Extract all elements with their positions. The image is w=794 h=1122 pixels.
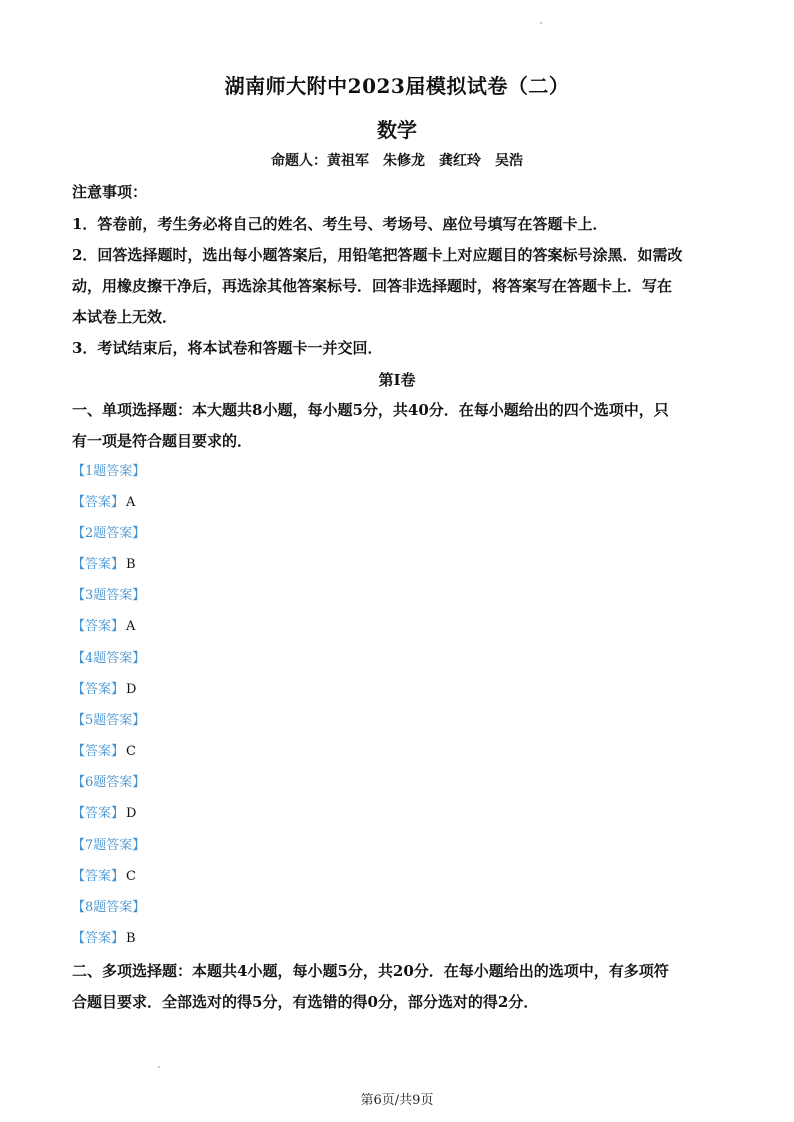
page-number: 第6页/共9页: [360, 1093, 434, 1108]
answer-value: C: [126, 744, 136, 759]
answer-value: B: [126, 931, 136, 946]
section-2-line-1: 二、多项选择题：本题共4小题，每小题5分，共20分．在每小题给出的选项中，有多项符: [72, 962, 669, 980]
scan-speck: [540, 22, 542, 24]
question-tag-1: 【1题答案】: [72, 464, 146, 479]
question-tag-4: 【4题答案】: [72, 651, 146, 666]
answer-row-7: [72, 868, 136, 886]
answer-value: A: [126, 495, 136, 510]
notes-item-3: 3．考试结束后，将本试卷和答题卡一并交回．: [72, 339, 383, 357]
answer-value: D: [126, 806, 137, 821]
answer-label: 【答案】: [72, 744, 125, 759]
notes-item-2-line-3: 本试卷上无效．: [72, 308, 178, 326]
notes-item-2-line-1: 2．回答选择题时，选出每小题答案后，用铅笔把答题卡上对应题目的答案标号涂黑．如需改: [72, 246, 683, 264]
notes-heading: 注意事项：: [72, 183, 148, 201]
answer-label: 【答案】: [72, 869, 125, 884]
question-tag-6: 【6题答案】: [72, 775, 146, 790]
answer-label: 【答案】: [72, 557, 125, 572]
answer-value: A: [126, 619, 136, 634]
question-tag-7: 【7题答案】: [72, 838, 146, 853]
notes-item-2-line-2: 动，用橡皮擦干净后，再选涂其他答案标号．回答非选择题时，将答案写在答题卡上．写在: [72, 277, 673, 295]
answer-row-8: [72, 930, 136, 948]
section-1-line-2: 有一项是符合题目要求的．: [72, 432, 253, 450]
document-title: 湖南师大附中2023届模拟试卷（二）: [224, 74, 570, 98]
answer-row-2: [72, 556, 136, 574]
question-tag-2: 【2题答案】: [72, 526, 146, 541]
notes-item-1: 1．答卷前，考生务必将自己的姓名、考生号、考场号、座位号填写在答题卡上．: [72, 215, 608, 233]
answer-value: C: [126, 869, 136, 884]
answer-label: 【答案】: [72, 931, 125, 946]
answer-label: 【答案】: [72, 682, 125, 697]
section-1-line-1: 一、单项选择题：本大题共8小题，每小题5分，共40分．在每小题给出的四个选项中，只: [72, 401, 669, 419]
subject-heading: 数学: [377, 118, 417, 142]
answer-value: B: [126, 557, 136, 572]
answer-row-1: [72, 494, 135, 512]
volume-title: 第Ⅰ卷: [378, 371, 416, 389]
scan-speck: [158, 1066, 160, 1068]
answer-label: 【答案】: [72, 806, 125, 821]
question-tag-3: 【3题答案】: [72, 588, 146, 603]
answer-label: 【答案】: [72, 619, 125, 634]
question-tag-5: 【5题答案】: [72, 713, 146, 728]
answer-row-3: [72, 618, 135, 636]
authors-line: 命题人：黄祖军 朱修龙 龚红玲 吴浩: [271, 153, 523, 169]
answer-row-6: [72, 805, 136, 823]
answer-row-4: [72, 681, 136, 699]
section-2-line-2: 合题目要求．全部选对的得5分，有选错的得0分，部分选对的得2分．: [72, 993, 539, 1011]
question-tag-8: 【8题答案】: [72, 900, 146, 915]
answer-label: 【答案】: [72, 495, 125, 510]
answer-value: D: [126, 682, 137, 697]
answer-row-5: [72, 743, 136, 761]
